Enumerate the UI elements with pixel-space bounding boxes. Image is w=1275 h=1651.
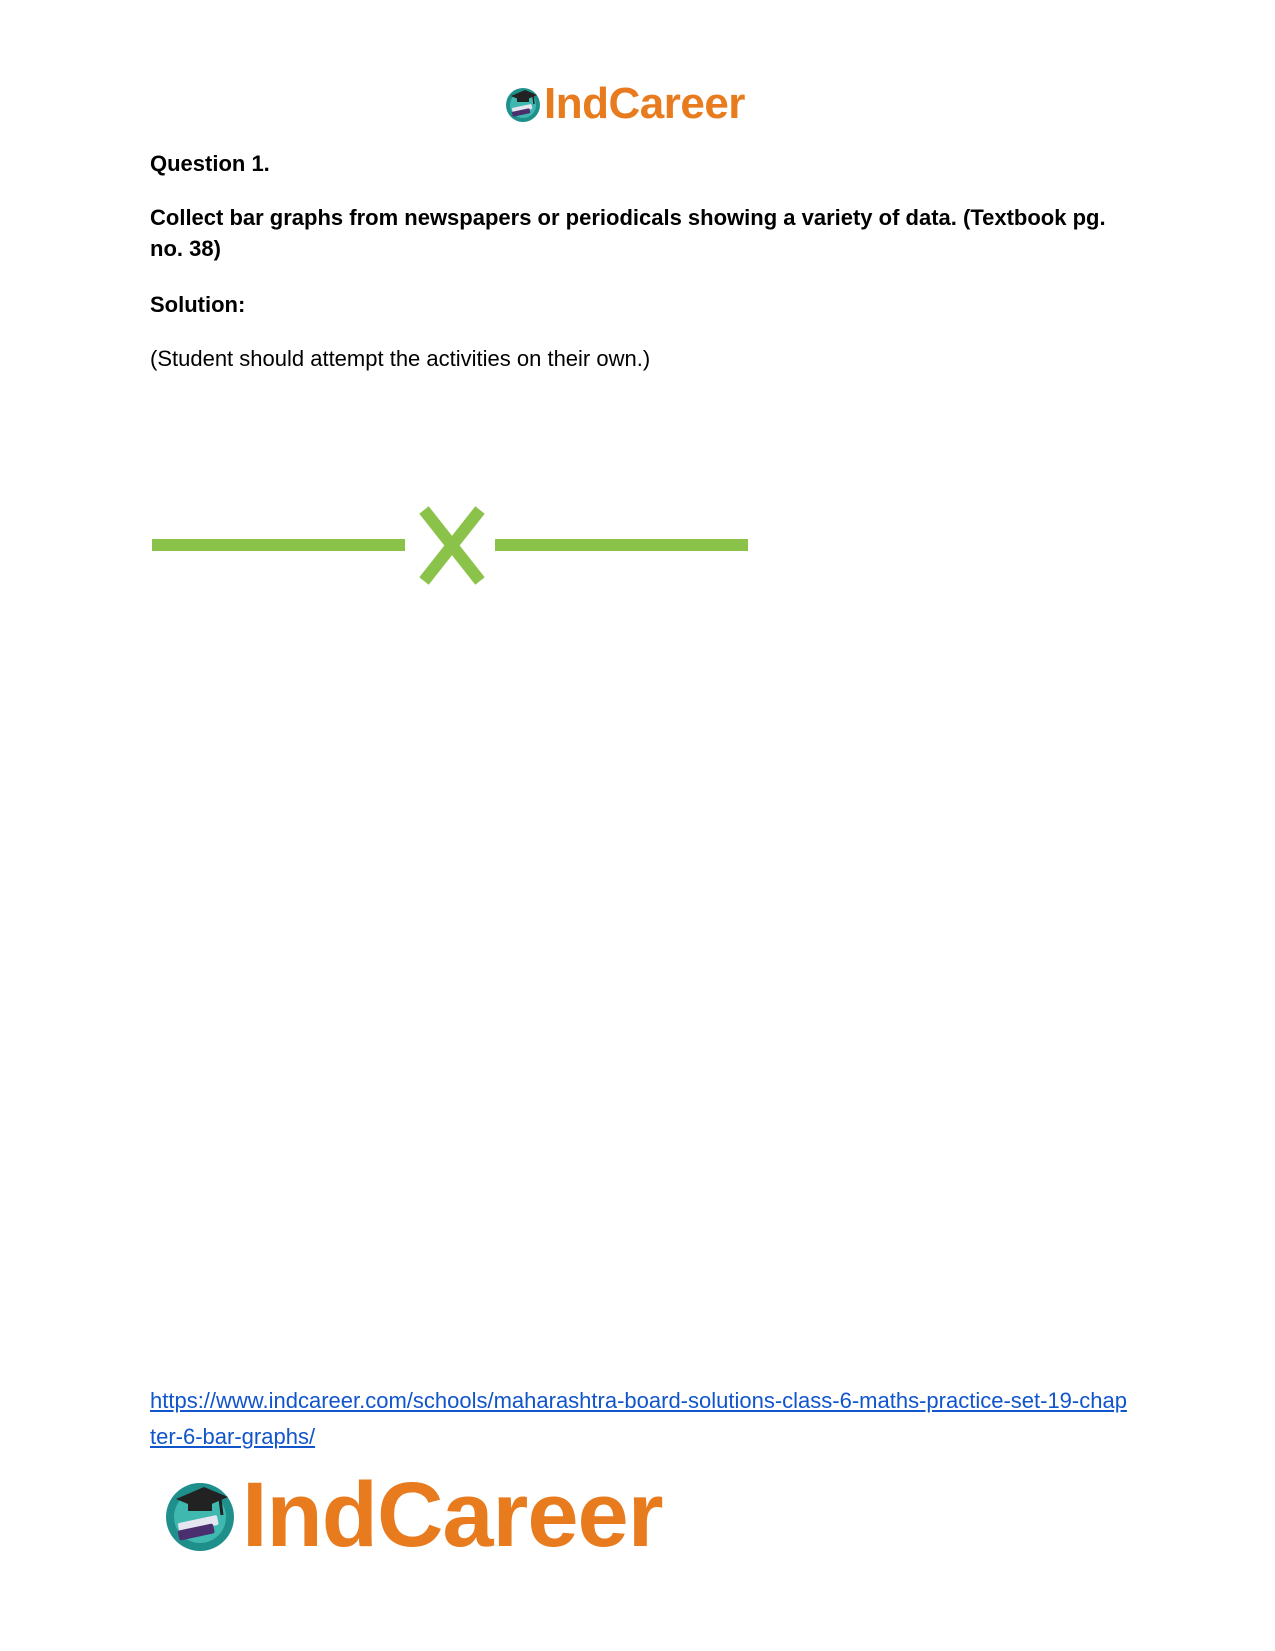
- footer-logo: [160, 1464, 663, 1566]
- question-title: Question 1.: [150, 151, 270, 176]
- graduation-globe-icon: [160, 1475, 240, 1555]
- x-mark-icon: [424, 510, 480, 581]
- graduation-globe-icon: [503, 84, 543, 124]
- header-logo: [503, 80, 745, 128]
- logo-wordmark: IndCareer: [544, 79, 745, 128]
- logo-wordmark: IndCareer: [242, 1464, 663, 1566]
- source-link[interactable]: https://www.indcareer.com/schools/maharashtra-board-solutions-class-6-maths-practice-set-19-chapter-6-bar-graphs/: [150, 1388, 1127, 1449]
- section-divider: [150, 505, 750, 585]
- solution-label: Solution:: [150, 292, 246, 317]
- question-text: Collect bar graphs from newspapers or periodicals showing a variety of data. (Textbook pg. no. 38): [150, 205, 1106, 261]
- solution-text: (Student should attempt the activities on their own.): [150, 346, 651, 371]
